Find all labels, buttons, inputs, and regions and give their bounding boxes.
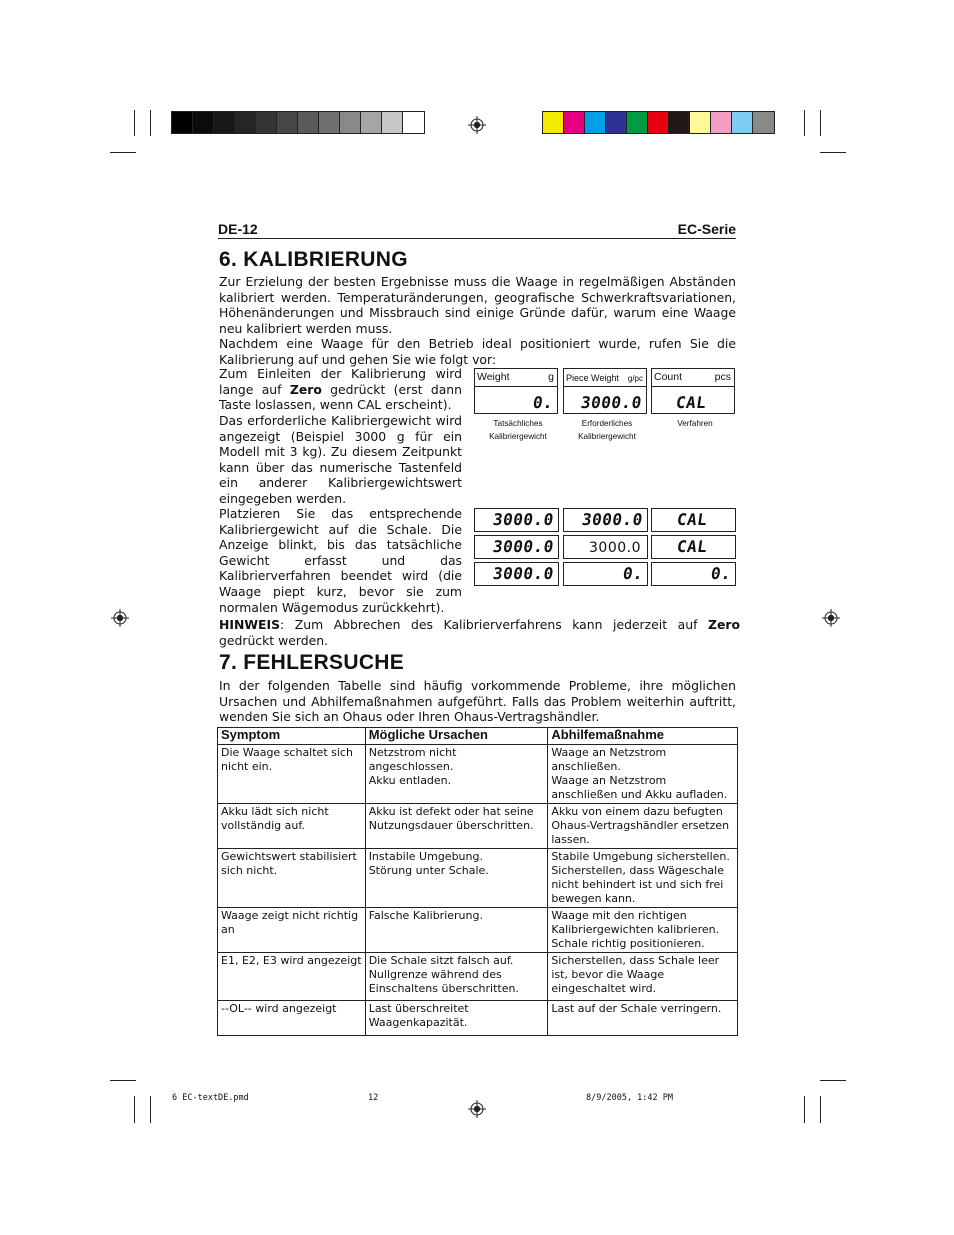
calibration-intro: Zur Erzielung der besten Ergebnisse muss die Waage in regelmäßigen Abständen kalibriert werden. Temperaturänderungen, geografische Schwerkraftsvariationen, Höhenänderungen und Missbrauch sind einige Gründe dafür, warum eine Waage neu kalibriert werden muss. bbox=[219, 274, 736, 336]
footer-filename: 6 EC-textDE.pmd bbox=[172, 1093, 249, 1103]
symptom-cell: --OL-- wird angezeigt bbox=[218, 1001, 366, 1036]
display-value: 3000.0 bbox=[580, 510, 645, 529]
color-swatch bbox=[340, 112, 361, 133]
display-value: 0. bbox=[621, 564, 645, 583]
color-swatch bbox=[256, 112, 277, 133]
calibration-intro-2: Nachdem eine Waage für den Betrieb ideal positioniert wurde, rufen Sie die Kalibrierung auf und gehen Sie wie folgt vor: bbox=[219, 336, 736, 367]
calibration-display bbox=[563, 535, 648, 559]
table-row bbox=[218, 953, 738, 1001]
display-label: Count bbox=[654, 371, 683, 383]
display-label: Piece Weight bbox=[566, 373, 619, 383]
color-swatch bbox=[235, 112, 256, 133]
remedy-cell: Waage an Netzstrom anschließen. Waage an Netzstrom anschließen und Akku aufladen. bbox=[548, 745, 738, 804]
table-row bbox=[218, 804, 738, 849]
registration-mark-icon bbox=[822, 609, 840, 627]
color-swatch bbox=[753, 112, 774, 133]
troubleshooting-intro: In der folgenden Tabelle sind häufig vorkommende Probleme, ihre möglichen Ursachen und Abhilfemaßnahmen aufgeführt. Falls das Problem weiterhin auftritt, wenden Sie sich an Ohaus oder Ihren Ohaus-Vertragshändler. bbox=[219, 678, 736, 725]
remedy-cell: Last auf der Schale verringern. bbox=[548, 1001, 738, 1036]
calibration-step-3: Platzieren Sie das entsprechende Kalibriergewicht auf die Schale. Die Anzeige blinkt, bis das tatsächliche Gewicht erfasst und das Kalibrierverfahren beendet wird (die Waage piept kurz, bevor sie zum normalen Wägemodus zurückkehrt). bbox=[219, 506, 462, 615]
display-unit: g/pc bbox=[627, 374, 643, 383]
table-header-row bbox=[218, 728, 738, 745]
display-value: CAL bbox=[675, 510, 709, 529]
color-swatch bbox=[606, 112, 627, 133]
troubleshooting-table bbox=[217, 727, 738, 1036]
gray-calibration-bar bbox=[171, 111, 425, 134]
calibration-display bbox=[474, 508, 559, 532]
display-piece-weight bbox=[563, 368, 647, 414]
color-swatch bbox=[648, 112, 669, 133]
display-value: 3000.0 bbox=[579, 393, 644, 412]
color-swatch bbox=[732, 112, 753, 133]
calibration-display bbox=[651, 508, 736, 532]
column-header-symptom: Symptom bbox=[218, 728, 366, 745]
column-header-causes: Mögliche Ursachen bbox=[365, 728, 548, 745]
display-caption: Verfahren bbox=[677, 419, 713, 428]
color-swatch bbox=[193, 112, 214, 133]
cause-cell: Instabile Umgebung. Störung unter Schale. bbox=[365, 849, 548, 908]
display-value: 3000.0 bbox=[491, 537, 556, 556]
calibration-step-2: Das erforderliche Kalibriergewicht wird angezeigt (Beispiel 3000 g für ein Modell mit 3 kg). Zu diesem Zeitpunkt kann über das numerische Tastenfeld ein anderer Kalibriergewichtswert eingegeben werden. bbox=[219, 413, 462, 506]
color-swatch bbox=[690, 112, 711, 133]
color-swatch bbox=[172, 112, 193, 133]
symptom-cell: Waage zeigt nicht richtig an bbox=[218, 908, 366, 953]
cause-cell: Die Schale sitzt falsch auf. Nullgrenze während des Einschaltens überschritten. bbox=[365, 953, 548, 1001]
calibration-display bbox=[651, 562, 736, 586]
section-title-calibration: 6. KALIBRIERUNG bbox=[219, 248, 408, 271]
registration-mark-icon bbox=[468, 1100, 486, 1118]
display-value: 0. bbox=[531, 393, 555, 412]
remedy-cell: Waage mit den richtigen Kalibriergewichten kalibrieren. Schale richtig positionieren. bbox=[548, 908, 738, 953]
calibration-display bbox=[563, 508, 648, 532]
calibration-note: HINWEIS: Zum Abbrechen des Kalibrierverfahrens kann jederzeit auf Zero gedrückt werden. bbox=[219, 617, 740, 648]
remedy-cell: Akku von einem dazu befugten Ohaus-Vertragshändler ersetzen lassen. bbox=[548, 804, 738, 849]
cause-cell: Falsche Kalibrierung. bbox=[365, 908, 548, 953]
calibration-step-1: Zum Einleiten der Kalibrierung wird lange auf Zero gedrückt (erst dann Taste loslassen, wenn CAL erscheint). bbox=[219, 366, 463, 413]
symptom-cell: Akku lädt sich nicht vollständig auf. bbox=[218, 804, 366, 849]
registration-mark-icon bbox=[468, 116, 486, 134]
calibration-display bbox=[651, 535, 736, 559]
symptom-cell: E1, E2, E3 wird angezeigt bbox=[218, 953, 366, 1001]
color-swatch bbox=[564, 112, 585, 133]
registration-mark-icon bbox=[111, 609, 129, 627]
color-swatch bbox=[361, 112, 382, 133]
color-swatch bbox=[214, 112, 235, 133]
color-swatch bbox=[585, 112, 606, 133]
display-value: 3000.0 bbox=[491, 510, 556, 529]
color-swatch bbox=[711, 112, 732, 133]
section-title-troubleshooting: 7. FEHLERSUCHE bbox=[219, 651, 405, 674]
cause-cell: Netzstrom nicht angeschlossen. Akku entladen. bbox=[365, 745, 548, 804]
symptom-cell: Gewichtswert stabilisiert sich nicht. bbox=[218, 849, 366, 908]
series-name: EC-Serie bbox=[677, 221, 736, 237]
page-number: DE-12 bbox=[218, 221, 258, 237]
color-swatch bbox=[319, 112, 340, 133]
color-calibration-bar bbox=[542, 111, 775, 134]
table-row bbox=[218, 908, 738, 953]
display-count bbox=[651, 368, 735, 414]
display-label: Weight bbox=[477, 371, 510, 383]
symptom-cell: Die Waage schaltet sich nicht ein. bbox=[218, 745, 366, 804]
display-value: CAL bbox=[674, 393, 708, 412]
table-row bbox=[218, 849, 738, 908]
color-swatch bbox=[627, 112, 648, 133]
cause-cell: Akku ist defekt oder hat seine Nutzungsdauer überschritten. bbox=[365, 804, 548, 849]
color-swatch bbox=[298, 112, 319, 133]
calibration-display bbox=[474, 535, 559, 559]
display-caption: Erforderliches Kalibriergewicht bbox=[578, 419, 636, 441]
column-header-remedy: Abhilfemaßnahme bbox=[548, 728, 738, 745]
display-caption: Tatsächliches Kalibriergewicht bbox=[489, 419, 547, 441]
color-swatch bbox=[669, 112, 690, 133]
display-unit: g bbox=[548, 371, 554, 383]
remedy-cell: Stabile Umgebung sicherstellen. Sicherstellen, dass Wägeschale nicht behindert ist und sich frei bewegen kann. bbox=[548, 849, 738, 908]
color-swatch bbox=[543, 112, 564, 133]
calibration-display bbox=[563, 562, 648, 586]
page-header bbox=[218, 221, 736, 239]
color-swatch bbox=[403, 112, 424, 133]
remedy-cell: Sicherstellen, dass Schale leer ist, bevor die Waage eingeschaltet wird. bbox=[548, 953, 738, 1001]
color-swatch bbox=[382, 112, 403, 133]
display-weight bbox=[474, 368, 558, 414]
display-value: 0. bbox=[709, 564, 733, 583]
table-row bbox=[218, 1001, 738, 1036]
display-value: 3000.0 bbox=[589, 540, 641, 556]
display-unit: pcs bbox=[714, 371, 731, 383]
footer-date: 8/9/2005, 1:42 PM bbox=[586, 1093, 673, 1103]
display-value: 3000.0 bbox=[491, 564, 556, 583]
cause-cell: Last überschreitet Waagenkapazität. bbox=[365, 1001, 548, 1036]
calibration-display bbox=[474, 562, 559, 586]
display-value: CAL bbox=[675, 537, 709, 556]
footer-page: 12 bbox=[368, 1093, 379, 1103]
table-row bbox=[218, 745, 738, 804]
color-swatch bbox=[277, 112, 298, 133]
